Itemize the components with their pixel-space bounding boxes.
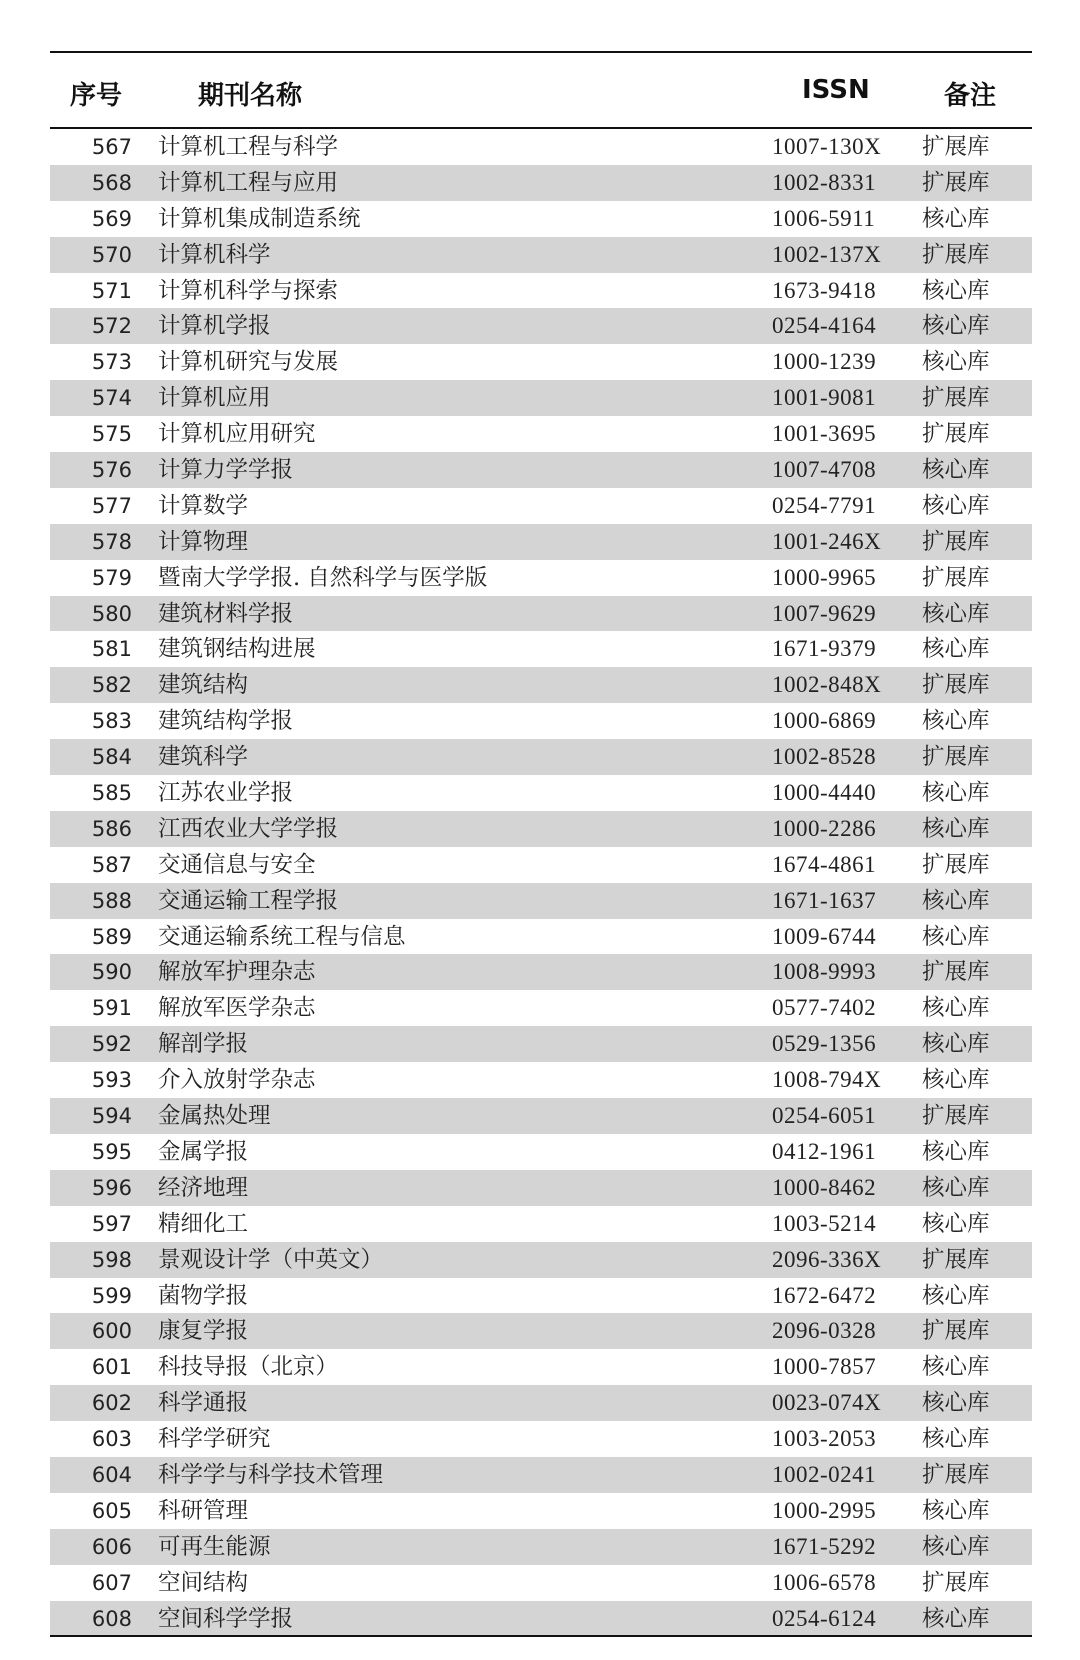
row-seq: 586	[91, 816, 132, 841]
row-issn: 0254-6051	[772, 1103, 877, 1129]
row-journal-name: 交通信息与安全	[158, 851, 316, 878]
table-body	[50, 129, 1032, 1636]
row-note: 核心库	[922, 1067, 990, 1094]
table-row	[50, 739, 1032, 775]
header-seq: 序号	[70, 81, 123, 111]
row-note: 核心库	[922, 1138, 990, 1165]
row-issn: 0023-074X	[772, 1390, 882, 1416]
row-note: 扩展库	[922, 672, 990, 699]
row-issn: 2096-336X	[772, 1246, 882, 1272]
row-journal-name: 建筑结构	[158, 672, 249, 699]
row-journal-name: 计算机应用	[158, 385, 271, 412]
row-seq: 574	[91, 386, 132, 411]
table-row	[50, 1421, 1032, 1457]
row-issn: 1007-9629	[772, 600, 877, 626]
table-row	[50, 1026, 1032, 1062]
row-note: 核心库	[922, 1031, 990, 1058]
table-row	[50, 667, 1032, 703]
row-seq: 600	[91, 1319, 132, 1344]
row-note: 扩展库	[922, 385, 990, 412]
row-seq: 584	[91, 745, 132, 770]
row-note: 扩展库	[922, 134, 990, 160]
table-row	[50, 1565, 1032, 1601]
table-row	[50, 1457, 1032, 1493]
row-note: 核心库	[922, 205, 990, 232]
table-row	[50, 954, 1032, 990]
row-issn: 1671-5292	[772, 1533, 877, 1559]
row-issn: 1002-0241	[772, 1461, 877, 1487]
table-row	[50, 631, 1032, 667]
row-issn: 0254-4164	[772, 313, 877, 339]
table-row	[50, 237, 1032, 273]
row-issn: 1671-9379	[772, 636, 877, 662]
row-seq: 578	[91, 529, 132, 554]
table-row	[50, 201, 1032, 237]
table-row	[50, 344, 1032, 380]
row-seq: 594	[91, 1104, 132, 1129]
row-seq: 595	[91, 1139, 132, 1164]
row-note: 扩展库	[922, 1318, 990, 1345]
row-note: 扩展库	[922, 1246, 990, 1273]
row-issn: 1006-5911	[772, 205, 876, 231]
row-seq: 582	[91, 673, 132, 698]
table-row	[50, 273, 1032, 309]
row-issn: 1008-794X	[772, 1067, 882, 1093]
row-note: 扩展库	[922, 744, 990, 771]
row-seq: 604	[91, 1462, 132, 1487]
row-journal-name: 计算机科学	[158, 241, 271, 268]
row-journal-name: 金属学报	[158, 1138, 249, 1165]
row-note: 扩展库	[922, 564, 990, 591]
row-issn: 1674-4861	[772, 851, 877, 877]
row-journal-name: 金属热处理	[158, 1103, 271, 1130]
row-issn: 1000-4440	[772, 780, 877, 806]
row-seq: 592	[91, 1032, 132, 1057]
row-seq: 605	[91, 1498, 132, 1523]
table-row	[50, 919, 1032, 955]
row-seq: 602	[91, 1391, 132, 1416]
row-note: 核心库	[922, 1426, 990, 1453]
row-note: 核心库	[922, 313, 990, 340]
table-row	[50, 847, 1032, 883]
row-seq: 601	[91, 1355, 132, 1380]
table-row	[50, 1170, 1032, 1206]
row-journal-name: 解剖学报	[158, 1031, 249, 1058]
row-note: 核心库	[922, 995, 990, 1022]
row-issn: 1671-1637	[772, 887, 877, 913]
row-issn: 1006-6578	[772, 1569, 877, 1595]
row-seq: 589	[91, 924, 132, 949]
row-journal-name: 康复学报	[158, 1318, 249, 1345]
row-journal-name: 经济地理	[158, 1174, 249, 1201]
row-issn: 1007-4708	[772, 457, 877, 483]
row-journal-name: 建筑科学	[158, 744, 249, 771]
row-seq: 572	[91, 314, 132, 339]
table-row	[50, 775, 1032, 811]
row-issn: 0529-1356	[772, 1031, 877, 1057]
table-top-rule	[50, 51, 1032, 53]
row-journal-name: 计算机研究与发展	[158, 349, 339, 376]
row-journal-name: 科技导报（北京）	[158, 1354, 339, 1381]
row-issn: 1008-9993	[772, 959, 877, 985]
row-issn: 1003-5214	[772, 1210, 877, 1236]
table-row	[50, 1313, 1032, 1349]
table-row	[50, 1134, 1032, 1170]
table-row	[50, 1098, 1032, 1134]
row-note: 核心库	[922, 457, 990, 484]
row-note: 核心库	[922, 1354, 990, 1381]
row-seq: 573	[91, 350, 132, 375]
row-note: 扩展库	[922, 959, 990, 986]
row-seq: 580	[91, 601, 132, 626]
table-row	[50, 488, 1032, 524]
row-note: 核心库	[922, 815, 990, 842]
row-note: 核心库	[922, 1174, 990, 1201]
row-journal-name: 暨南大学学报. 自然科学与医学版	[158, 564, 488, 591]
table-row	[50, 883, 1032, 919]
table-row	[50, 560, 1032, 596]
row-journal-name: 空间科学学报	[158, 1605, 294, 1632]
row-note: 核心库	[922, 923, 990, 950]
row-note: 核心库	[922, 277, 990, 304]
row-journal-name: 科学学与科学技术管理	[158, 1461, 384, 1488]
row-seq: 593	[91, 1068, 132, 1093]
table-row	[50, 1601, 1032, 1637]
row-journal-name: 介入放射学杂志	[158, 1067, 316, 1094]
row-note: 核心库	[922, 1533, 990, 1560]
row-seq: 599	[91, 1283, 132, 1308]
row-journal-name: 科研管理	[158, 1497, 249, 1524]
table-row	[50, 165, 1032, 201]
row-issn: 1000-9965	[772, 564, 877, 590]
row-journal-name: 计算机应用研究	[158, 421, 316, 448]
table-row	[50, 1529, 1032, 1565]
table-row	[50, 1493, 1032, 1529]
row-issn: 1002-848X	[772, 672, 882, 698]
row-note: 核心库	[922, 708, 990, 735]
row-seq: 571	[91, 278, 132, 303]
row-issn: 1003-2053	[772, 1426, 877, 1452]
row-issn: 1007-130X	[772, 134, 882, 159]
row-note: 扩展库	[922, 1461, 990, 1488]
row-note: 扩展库	[922, 851, 990, 878]
row-issn: 0577-7402	[772, 995, 877, 1021]
table-row	[50, 380, 1032, 416]
row-note: 扩展库	[922, 169, 990, 196]
row-journal-name: 计算机集成制造系统	[158, 205, 361, 232]
table-row	[50, 990, 1032, 1026]
row-journal-name: 空间结构	[158, 1569, 249, 1596]
table-row	[50, 811, 1032, 847]
row-journal-name: 科学通报	[158, 1390, 249, 1417]
row-journal-name: 江苏农业学报	[158, 780, 294, 807]
row-issn: 1000-2286	[772, 815, 877, 841]
row-issn: 1000-8462	[772, 1174, 877, 1200]
row-seq: 577	[91, 493, 132, 518]
row-note: 扩展库	[922, 1569, 990, 1596]
table-header	[50, 55, 1032, 127]
row-issn: 0254-7791	[772, 492, 877, 518]
table-bottom-rule	[50, 1635, 1032, 1637]
row-note: 扩展库	[922, 528, 990, 555]
table-row	[50, 416, 1032, 452]
row-journal-name: 交通运输工程学报	[158, 887, 339, 914]
row-issn: 2096-0328	[772, 1318, 877, 1344]
row-issn: 1001-9081	[772, 385, 877, 411]
row-note: 核心库	[922, 1210, 990, 1237]
table-row	[50, 596, 1032, 632]
row-seq: 588	[91, 888, 132, 913]
table-row	[50, 308, 1032, 344]
row-seq: 579	[91, 565, 132, 590]
row-issn: 1001-246X	[772, 528, 882, 554]
row-seq: 569	[91, 206, 132, 231]
row-note: 扩展库	[922, 241, 990, 268]
row-note: 核心库	[922, 1282, 990, 1309]
row-journal-name: 计算机学报	[158, 313, 271, 340]
table-row	[50, 452, 1032, 488]
row-seq: 591	[91, 996, 132, 1021]
row-seq: 603	[91, 1427, 132, 1452]
row-seq: 568	[91, 170, 132, 195]
header-note: 备注	[944, 81, 997, 111]
row-seq: 567	[91, 135, 132, 159]
row-journal-name: 解放军医学杂志	[158, 995, 316, 1022]
row-issn: 1000-2995	[772, 1497, 877, 1523]
table-row	[50, 1062, 1032, 1098]
row-seq: 590	[91, 960, 132, 985]
row-journal-name: 精细化工	[158, 1210, 249, 1237]
header-journal-name: 期刊名称	[198, 81, 303, 111]
row-issn: 1002-137X	[772, 241, 882, 267]
row-seq: 607	[91, 1570, 132, 1595]
row-issn: 1002-8331	[772, 169, 877, 195]
row-journal-name: 计算力学学报	[158, 457, 294, 484]
row-seq: 608	[91, 1606, 132, 1631]
row-seq: 587	[91, 852, 132, 877]
row-journal-name: 解放军护理杂志	[158, 959, 316, 986]
row-seq: 575	[91, 422, 132, 447]
row-note: 核心库	[922, 492, 990, 519]
row-note: 核心库	[922, 780, 990, 807]
row-issn: 1001-3695	[772, 421, 877, 447]
row-journal-name: 景观设计学（中英文）	[158, 1246, 384, 1273]
row-issn: 1000-1239	[772, 349, 877, 375]
row-journal-name: 计算机工程与科学	[158, 134, 339, 160]
row-journal-name: 可再生能源	[158, 1533, 271, 1560]
row-journal-name: 江西农业大学学报	[158, 815, 339, 842]
table-row	[50, 1278, 1032, 1314]
row-seq: 598	[91, 1247, 132, 1272]
header-issn: ISSN	[802, 75, 870, 105]
row-journal-name: 计算机科学与探索	[158, 277, 339, 304]
row-note: 核心库	[922, 349, 990, 376]
row-note: 核心库	[922, 600, 990, 627]
row-seq: 597	[91, 1211, 132, 1236]
row-seq: 583	[91, 709, 132, 734]
table-row	[50, 703, 1032, 739]
table-row	[50, 129, 1032, 165]
row-note: 核心库	[922, 1605, 990, 1632]
row-seq: 606	[91, 1534, 132, 1559]
row-seq: 596	[91, 1175, 132, 1200]
table-row	[50, 1206, 1032, 1242]
table-row	[50, 1242, 1032, 1278]
row-seq: 576	[91, 458, 132, 483]
row-journal-name: 计算物理	[158, 528, 249, 555]
row-seq: 585	[91, 781, 132, 806]
row-note: 扩展库	[922, 421, 990, 448]
table-row	[50, 1385, 1032, 1421]
row-issn: 1000-7857	[772, 1354, 877, 1380]
row-issn: 1673-9418	[772, 277, 877, 303]
table-row	[50, 524, 1032, 560]
row-journal-name: 交通运输系统工程与信息	[158, 923, 406, 950]
row-seq: 581	[91, 637, 132, 662]
row-note: 核心库	[922, 887, 990, 914]
row-issn: 1672-6472	[772, 1282, 877, 1308]
row-note: 核心库	[922, 636, 990, 663]
row-journal-name: 建筑钢结构进展	[158, 636, 316, 663]
table-row	[50, 1349, 1032, 1385]
row-note: 核心库	[922, 1390, 990, 1417]
row-seq: 570	[91, 242, 132, 267]
row-issn: 1009-6744	[772, 923, 877, 949]
row-journal-name: 计算数学	[158, 492, 249, 519]
row-journal-name: 科学学研究	[158, 1426, 271, 1453]
row-issn: 0254-6124	[772, 1605, 877, 1631]
row-issn: 1002-8528	[772, 744, 877, 770]
row-issn: 0412-1961	[772, 1138, 877, 1164]
row-journal-name: 建筑结构学报	[158, 708, 294, 735]
row-journal-name: 菌物学报	[158, 1282, 249, 1309]
row-issn: 1000-6869	[772, 708, 877, 734]
row-note: 扩展库	[922, 1103, 990, 1130]
row-note: 核心库	[922, 1497, 990, 1524]
row-journal-name: 计算机工程与应用	[158, 169, 339, 196]
row-journal-name: 建筑材料学报	[158, 600, 294, 627]
